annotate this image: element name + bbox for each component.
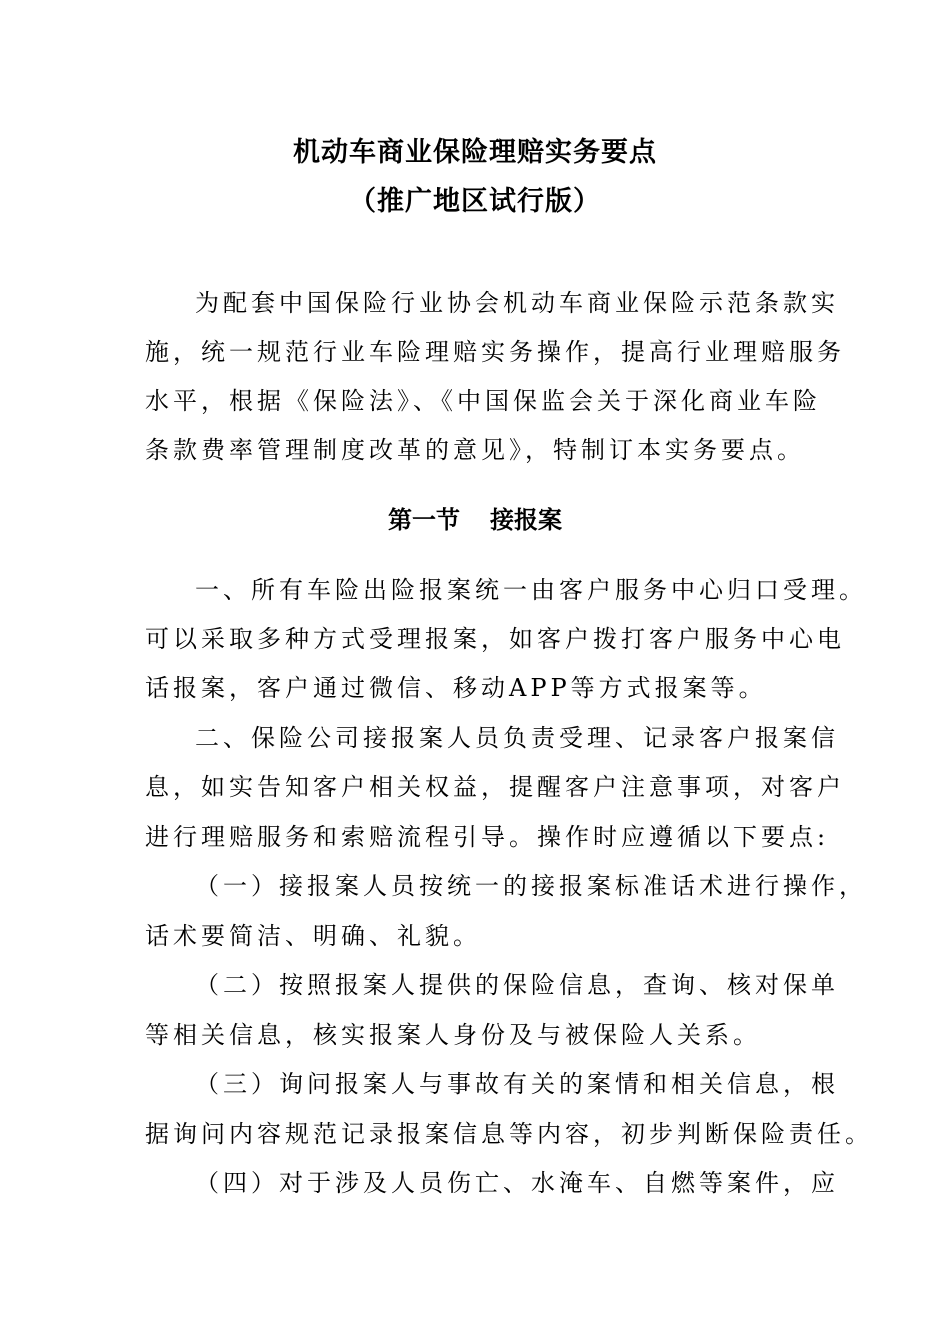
body-line: 一、所有车险出险报案统一由客户服务中心归口受理。 <box>195 576 867 604</box>
body-line: 进行理赔服务和索赔流程引导。操作时应遵循以下要点: <box>145 823 830 851</box>
document-title: 机动车商业保险理赔实务要点 <box>293 137 657 168</box>
intro-line: 条款费率管理制度改革的意见》，特制订本实务要点。 <box>145 436 805 464</box>
body-line: （四）对于涉及人员伤亡、水淹车、自燃等案件，应 <box>195 1169 839 1197</box>
body-line: 二、保险公司接报案人员负责受理、记录客户报案信 <box>195 724 839 752</box>
body-line: 话术要简洁、明确、礼貌。 <box>145 922 481 950</box>
body-line: 等相关信息，核实报案人身份及与被保险人关系。 <box>145 1021 761 1049</box>
document-subtitle: （推广地区试行版） <box>349 186 601 217</box>
body-line: （一）接报案人员按统一的接报案标准话术进行操作， <box>195 872 867 900</box>
section-number: 第一节 <box>388 506 460 534</box>
body-line: （三）询问报案人与事故有关的案情和相关信息，根 <box>195 1070 839 1098</box>
body-line: 话报案，客户通过微信、移动APP等方式报案等。 <box>145 674 767 702</box>
body-line: 据询问内容规范记录报案信息等内容，初步判断保险责任。 <box>145 1120 873 1148</box>
intro-line: 施，统一规范行业车险理赔实务操作，提高行业理赔服务 <box>145 338 845 366</box>
intro-line: 为配套中国保险行业协会机动车商业保险示范条款实 <box>195 289 839 317</box>
body-line: （二）按照报案人提供的保险信息，查询、核对保单 <box>195 971 839 999</box>
intro-line: 水平，根据《保险法》、《中国保监会关于深化商业车险 <box>145 387 821 415</box>
body-line: 息，如实告知客户相关权益，提醒客户注意事项，对客户 <box>145 773 845 801</box>
body-line: 可以采取多种方式受理报案，如客户拨打客户服务中心电 <box>145 625 845 653</box>
section-heading <box>0 502 950 538</box>
section-name: 接报案 <box>490 506 562 534</box>
